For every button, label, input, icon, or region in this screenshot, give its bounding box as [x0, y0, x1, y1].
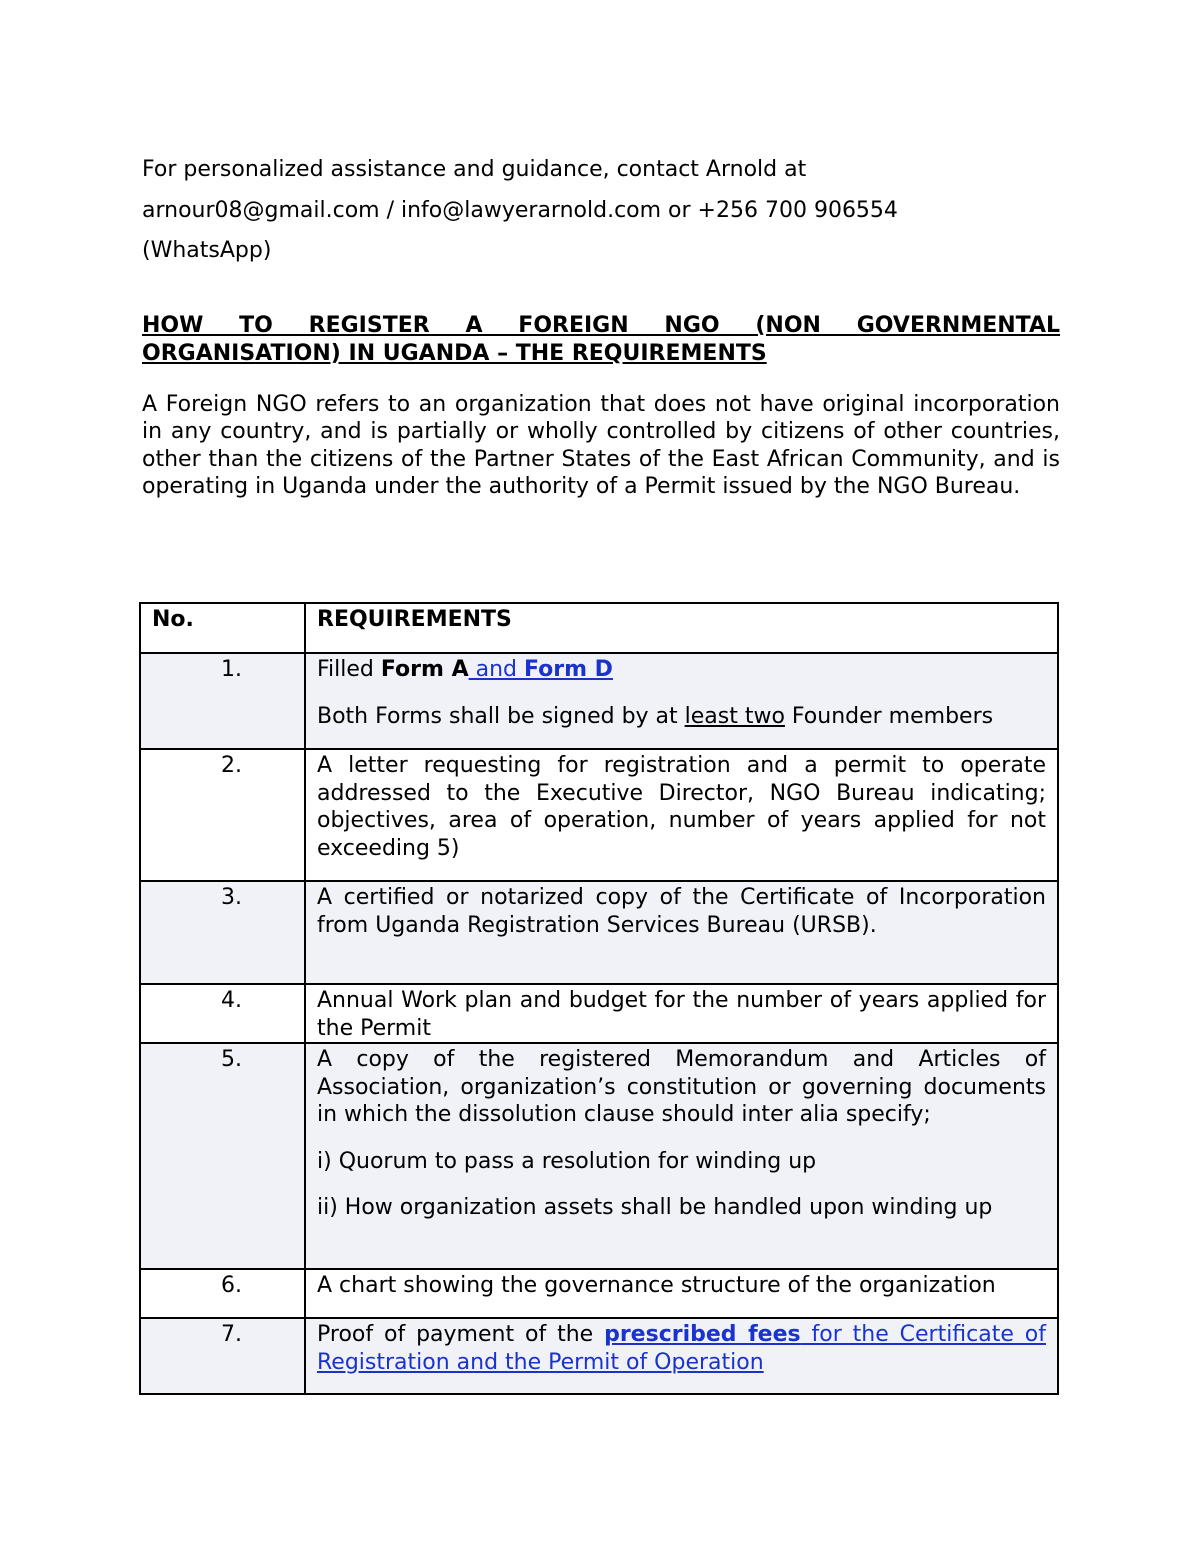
certificate-permit-link[interactable]: for the Certificate of Registration and the Permit of Operation: [317, 1322, 1046, 1375]
contact-block: [142, 150, 1062, 272]
row-number: 1.: [140, 653, 305, 749]
form-d-link[interactable]: Form D: [524, 657, 613, 682]
contact-line-2: arnour08@gmail.com / info@lawyerarnold.com or +256 700 906554: [142, 197, 898, 223]
form-a-label: Form A: [380, 657, 469, 682]
row-requirement: Annual Work plan and budget for the number of years applied for the Permit: [305, 984, 1058, 1043]
row-number: 2.: [140, 749, 305, 881]
row-number: 6.: [140, 1269, 305, 1318]
contact-line-1: For personalized assistance and guidance, contact Arnold at: [142, 157, 807, 182]
and-link[interactable]: and: [468, 657, 524, 682]
table-row: [140, 1269, 1058, 1318]
header-no: No.: [140, 603, 305, 653]
list-item: ii) How organization assets shall be handled upon winding up: [317, 1195, 993, 1220]
intro-paragraph: A Foreign NGO refers to an organization that does not have original incorporation in any country, and is partially or wholly controlled by citizens of other countries, other than the citizens of the Partner States of the East African Community, and is operating in Uganda under the authority of a Permit issued by the NGO Bureau.: [142, 392, 1060, 499]
prescribed-fees-link[interactable]: prescribed fees: [604, 1322, 801, 1347]
table-row: [140, 1318, 1058, 1394]
page-title: HOW TO REGISTER A FOREIGN NGO (NON GOVERNMENTAL ORGANISATION) IN UGANDA – THE REQUIREMENTS: [142, 313, 1060, 366]
requirements-table: [139, 602, 1059, 1395]
row-requirement: A certified or notarized copy of the Certificate of Incorporation from Uganda Registration Services Bureau (URSB).: [305, 881, 1058, 984]
signature-line: Both Forms shall be signed by at least two Founder members: [317, 703, 994, 729]
row-requirement: [305, 1043, 1058, 1269]
forms-line: Filled Form A and Form D: [317, 657, 613, 682]
row-requirement: A chart showing the governance structure of the organization: [305, 1269, 1058, 1318]
dissolution-text: A copy of the registered Memorandum and Articles of Association, organization’s constitution or governing documents in which the dissolution clause should inter alia specify;: [317, 1047, 1046, 1127]
row-number: 5.: [140, 1043, 305, 1269]
row-number: 4.: [140, 984, 305, 1043]
contact-line-3: (WhatsApp): [142, 238, 272, 263]
row-number: 7.: [140, 1318, 305, 1394]
table-row: [140, 653, 1058, 749]
table-header-row: [140, 603, 1058, 653]
row-requirement: [305, 653, 1058, 749]
table-row: [140, 881, 1058, 984]
row-requirement: Proof of payment of the prescribed fees for the Certificate of Registration and the Permit of Operation: [305, 1318, 1058, 1394]
row-number: 3.: [140, 881, 305, 984]
header-requirements: REQUIREMENTS: [305, 603, 1058, 653]
table-row: [140, 1043, 1058, 1269]
list-item: i) Quorum to pass a resolution for winding up: [317, 1148, 817, 1174]
table-row: [140, 749, 1058, 881]
table-row: [140, 984, 1058, 1043]
row-requirement: A letter requesting for registration and a permit to operate addressed to the Executive Director, NGO Bureau indicating; objectives, area of operation, number of years applied for not exceeding 5): [305, 749, 1058, 881]
